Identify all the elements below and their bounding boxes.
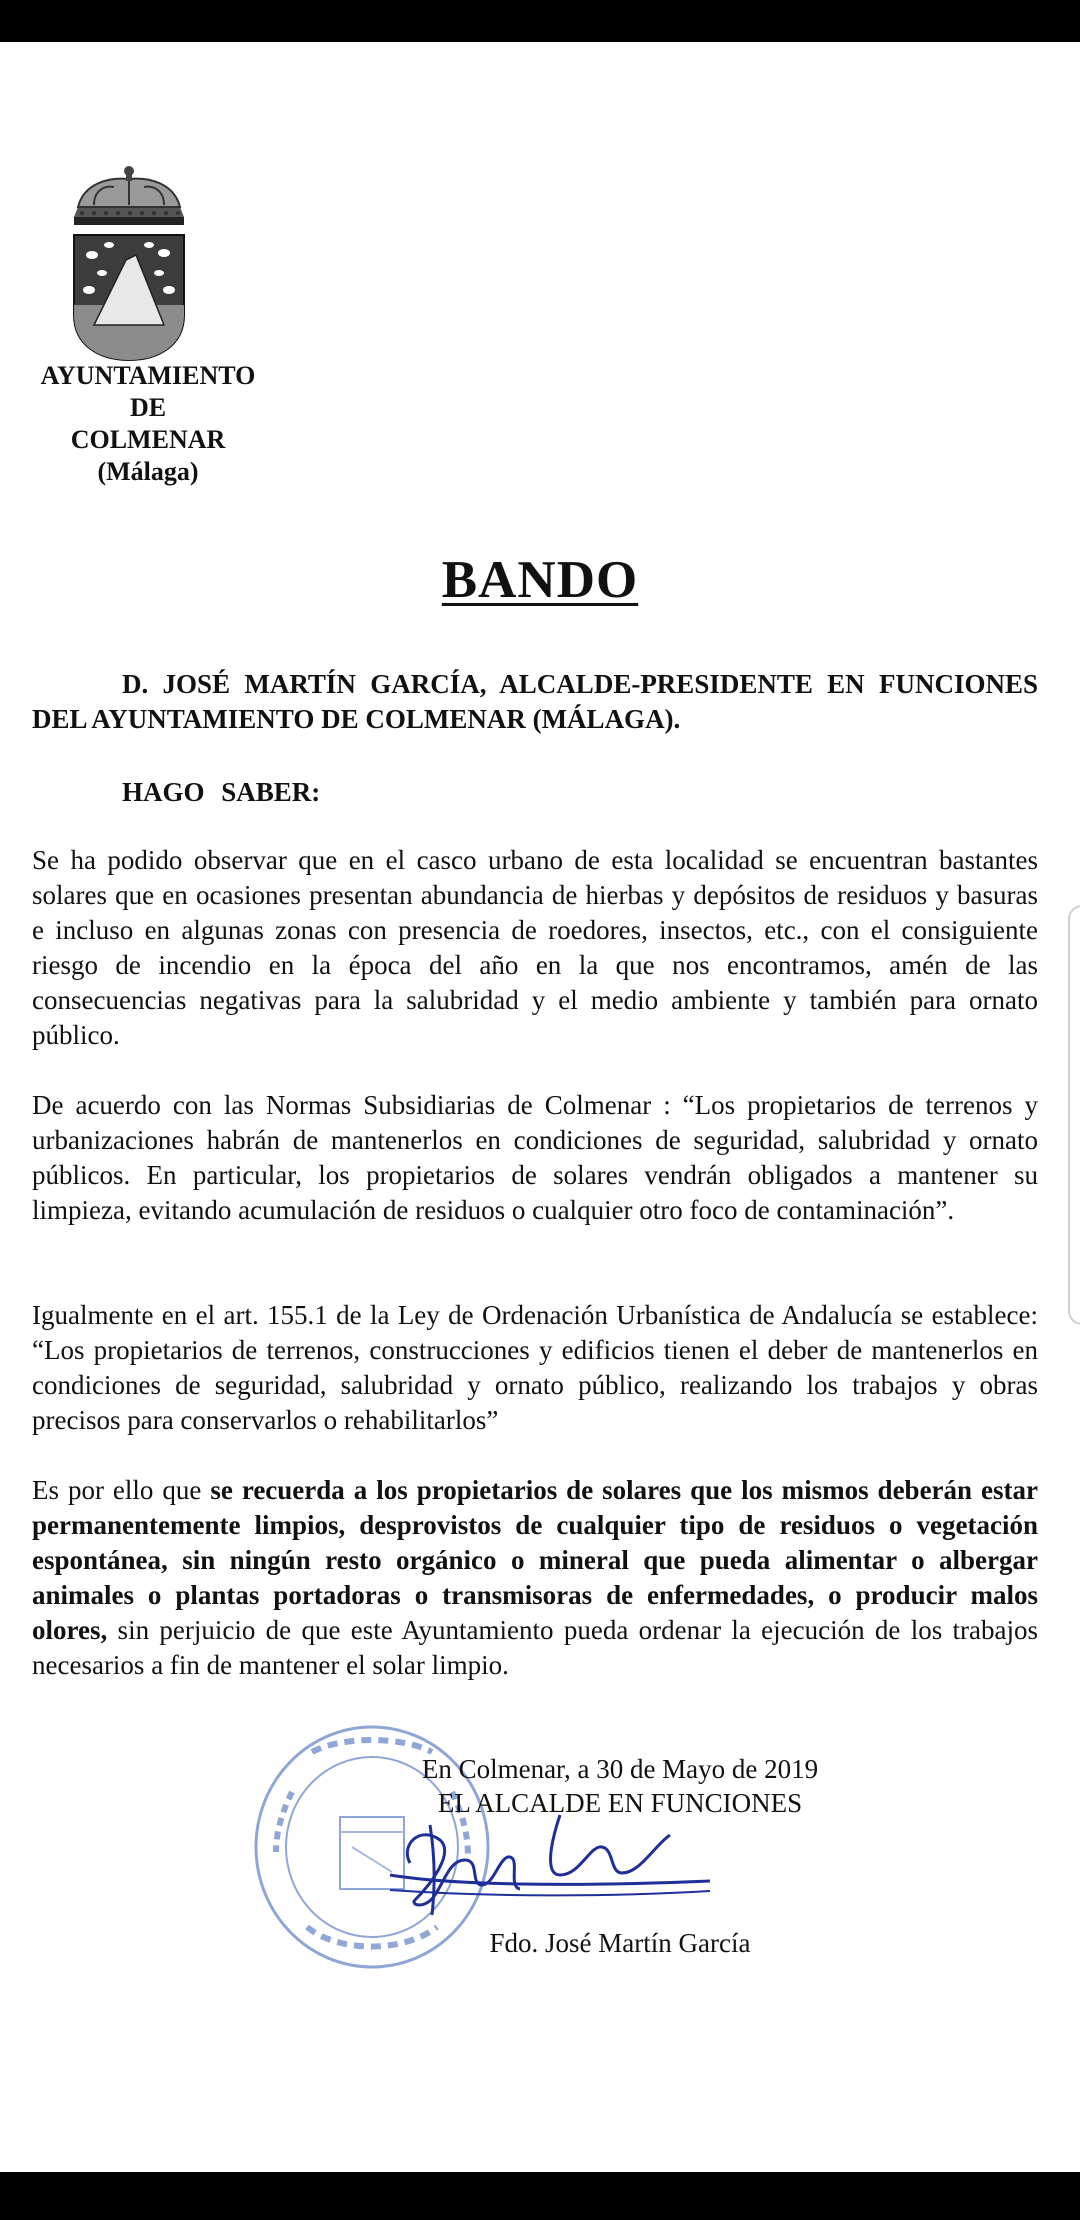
- place-date: En Colmenar, a 30 de Mayo de 2019: [421, 1754, 819, 1784]
- signatory-name: Fdo. José Martín García: [489, 1928, 751, 1958]
- navigation-bar: [0, 2172, 1080, 2220]
- handwritten-signature-icon: [370, 1805, 725, 1930]
- paragraph-4-lead: Es por ello que: [32, 1475, 211, 1505]
- intro-paragraph: D. JOSÉ MARTÍN GARCÍA, ALCALDE-PRESIDENTE EN FUNCIONES DEL AYUNTAMIENTO DE COLMENAR (MÁLAGA).: [32, 669, 1038, 734]
- signatory-role: EL ALCALDE EN FUNCIONES: [437, 1788, 803, 1818]
- hago-saber-heading: HAGO SABER:: [122, 777, 321, 807]
- paragraph-3: Igualmente en el art. 155.1 de la Ley de Ordenación Urbanística de Andalucía se establece: “Los propietarios de terrenos, construcciones y edificios tienen el deber de mantenerlos en condiciones de seguridad, salubridad y ornato público, realizando los trabajos y obras precisos para conservarlos o rehabilitarlos”: [32, 1300, 1038, 1435]
- document-title-wrapper: [0, 548, 1080, 612]
- paragraph-4-emphasis: se recuerda a los propietarios de solares que los mismos deberán estar permanentemente limpios, desprovistos de cualquier tipo de residuos o vegetación espontánea, sin ningún resto orgánico o mineral que pueda alimentar o albergar animales o plantas portadoras o transmisoras de enfermedades, o producir malos olores,: [32, 1475, 1038, 1645]
- status-bar: [0, 0, 1080, 42]
- municipality-line: DE: [129, 393, 167, 422]
- municipality-line: AYUNTAMIENTO: [40, 361, 256, 390]
- paragraph-4-tail: sin perjuicio de que este Ayuntamiento pueda ordenar la ejecución de los trabajos necesarios a fin de mantener el solar limpio.: [32, 1615, 1038, 1680]
- municipality-line: (Málaga): [97, 457, 199, 486]
- paragraph-1: Se ha podido observar que en el casco urbano de esta localidad se encuentran bastantes solares que en ocasiones presentan abundancia de hierbas y depósitos de residuos y basuras e incluso en algunas zonas con presencia de roedores, insectos, etc., con el consiguiente riesgo de incendio en la época del año en la que nos encontramos, amén de las consecuencias negativas para la salubridad y el medio ambiente y también para ornato público.: [32, 845, 1038, 1050]
- document-title: BANDO: [441, 551, 639, 609]
- municipality-name: [18, 360, 278, 488]
- municipality-line: COLMENAR: [70, 425, 226, 454]
- paragraph-2: De acuerdo con las Normas Subsidiarias de Colmenar : “Los propietarios de terrenos y urbanizaciones habrán de mantenerlos en condiciones de seguridad, salubridad y ornato públicos. En particular, los propietarios de solares vendrán obligados a mantener su limpieza, evitando acumulación de residuos o cualquier otro foco de contaminación”.: [32, 1090, 1038, 1225]
- edge-panel-handle[interactable]: [1068, 905, 1080, 1325]
- paragraph-4: [32, 1473, 1038, 1683]
- coat-of-arms-icon: [64, 165, 194, 365]
